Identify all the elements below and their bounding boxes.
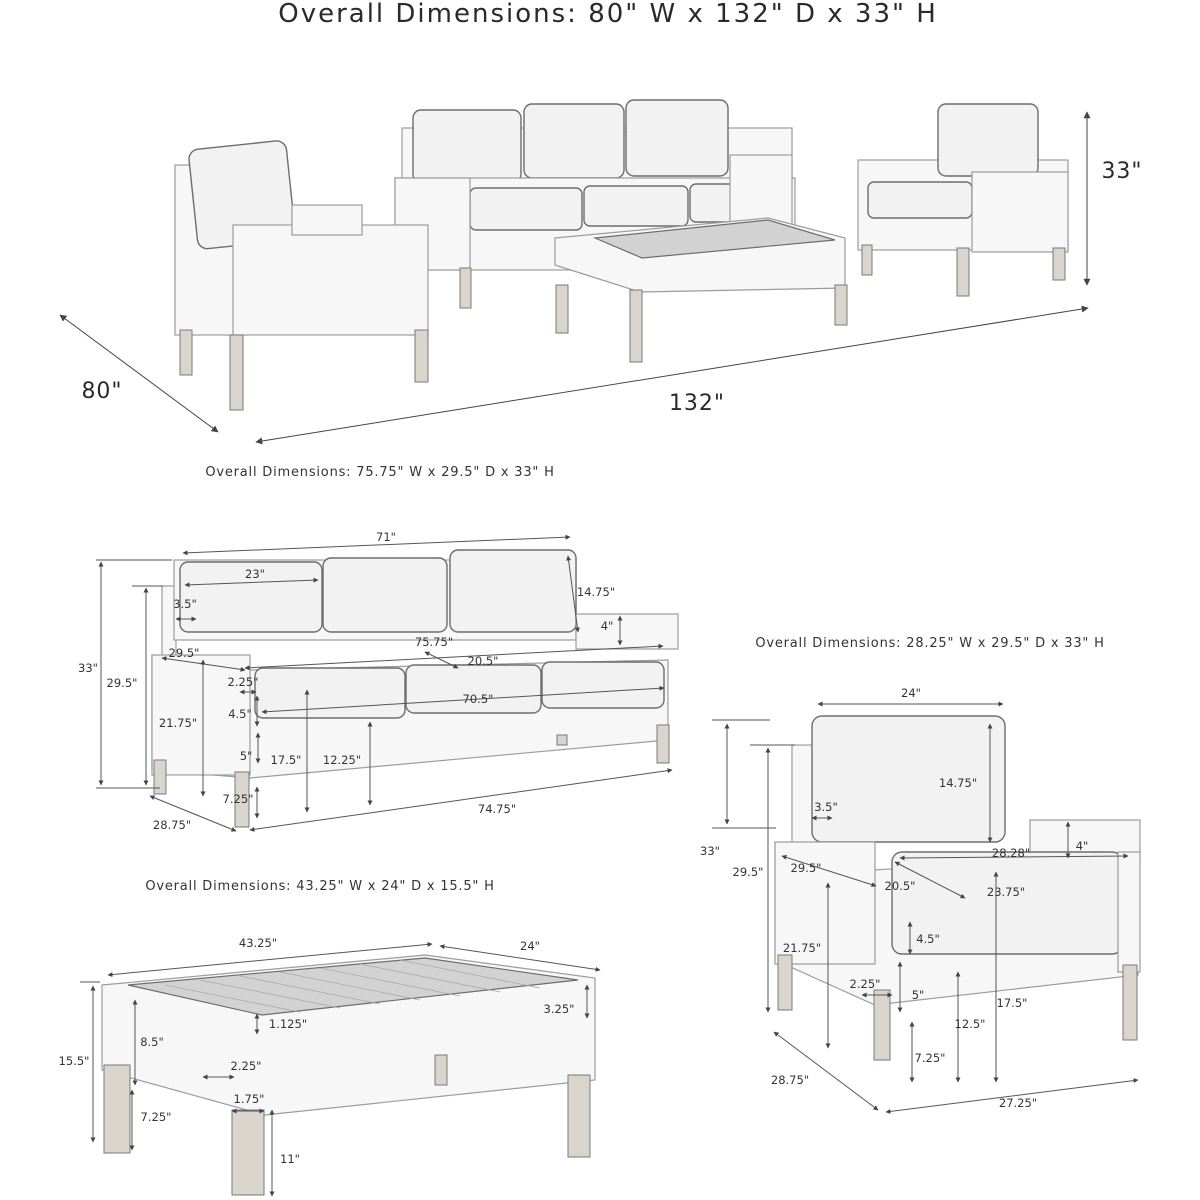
table-1-75-label: 1.75" <box>233 1092 265 1106</box>
sofa-4-5-label: 4.5" <box>228 707 252 721</box>
chair-leg <box>1123 965 1137 1040</box>
sofa-12-25-label: 12.25" <box>322 753 362 767</box>
sofa-seat-cushion <box>255 668 405 718</box>
chair-24-label: 24" <box>901 686 921 700</box>
chair-17-5-label: 17.5" <box>996 996 1028 1010</box>
set-table-leg <box>630 290 642 362</box>
set-right-chair-leg <box>862 245 872 275</box>
set-width-label: 80" <box>81 379 123 404</box>
chair-2-25-label: 2.25" <box>849 977 881 991</box>
set-height-label: 33" <box>1101 159 1143 184</box>
sofa-17-5-label: 17.5" <box>270 753 302 767</box>
chair-leg <box>778 955 792 1010</box>
set-right-chair-seat-cushion <box>868 182 972 218</box>
table-24-label: 24" <box>520 939 540 953</box>
set-illustration <box>175 100 1068 410</box>
sofa-back-cushion <box>323 558 447 632</box>
sofa-2-25-label: 2.25" <box>227 675 259 689</box>
set-right-chair-leg <box>1053 248 1065 280</box>
table-3-25-label: 3.25" <box>543 1002 575 1016</box>
chair-4-label: 4" <box>1075 839 1089 853</box>
chair-28-75-arrow <box>774 1032 878 1110</box>
set-sofa-back-cushion <box>626 100 728 176</box>
sofa-74-75-label: 74.75" <box>477 802 517 816</box>
set-table-leg <box>556 285 568 333</box>
set-right-chair-back-cushion <box>938 104 1038 176</box>
table-1-125-label: 1.125" <box>268 1017 308 1031</box>
sofa-leg <box>557 735 567 745</box>
sofa-14-75-label: 14.75" <box>576 585 616 599</box>
set-left-chair-arm <box>292 205 362 235</box>
chair-5-label: 5" <box>911 988 925 1002</box>
set-sofa-leg <box>460 268 471 308</box>
sofa-4-label: 4" <box>600 619 614 633</box>
chair-33-label: 33" <box>700 844 720 858</box>
chair-20-5-label: 20.5" <box>884 879 916 893</box>
set-right-chair-leg <box>957 248 969 296</box>
table-7-25-label: 7.25" <box>140 1110 172 1124</box>
sofa-74-75-arrow <box>250 770 672 830</box>
table-leg <box>435 1055 447 1085</box>
chair-3-5-label: 3.5" <box>814 800 838 814</box>
table-illustration <box>102 955 595 1195</box>
chair-7-25-label: 7.25" <box>914 1051 946 1065</box>
sofa-5-label: 5" <box>239 749 253 763</box>
chair-28-28-label: 28.28" <box>991 846 1031 860</box>
chair-29-5-depth-label: 29.5" <box>790 861 822 875</box>
sofa-70-5-label: 70.5" <box>462 692 494 706</box>
set-left-chair-leg <box>230 335 243 410</box>
sofa-7-25-label: 7.25" <box>222 792 254 806</box>
table-leg <box>104 1065 130 1153</box>
chair-title: Overall Dimensions: 28.25" W x 29.5" D x 33" H <box>755 636 1105 651</box>
sofa-29-5-label: 29.5" <box>106 676 138 690</box>
set-sofa-back-cushion <box>413 110 521 182</box>
chair-4-5-label: 4.5" <box>916 932 940 946</box>
chair-leg <box>874 990 890 1060</box>
table-leg <box>232 1110 264 1195</box>
chair-28-75-label: 28.75" <box>770 1073 810 1087</box>
sofa-back-cushion <box>450 550 576 632</box>
table-8-5-label: 8.5" <box>140 1035 164 1049</box>
sofa-23-label: 23" <box>245 567 265 581</box>
chair-12-5-label: 12.5" <box>954 1017 986 1031</box>
set-depth-label: 132" <box>668 391 726 416</box>
set-sofa-seat-cushion <box>470 188 582 230</box>
sofa-29-5-depth-label: 29.5" <box>168 646 200 660</box>
set-left-chair-leg <box>180 330 192 375</box>
table-title: Overall Dimensions: 43.25" W x 24" D x 15.5" H <box>145 879 495 894</box>
set-left-chair-leg <box>415 330 428 382</box>
sofa-20-5-label: 20.5" <box>467 654 499 668</box>
table-2-25-label: 2.25" <box>230 1059 262 1073</box>
sofa-71-label: 71" <box>376 530 396 544</box>
overall-set-title: Overall Dimensions: 80" W x 132" D x 33" H <box>278 0 938 29</box>
sofa-leg <box>657 725 669 763</box>
set-sofa-back-cushion <box>524 104 624 178</box>
sofa-seat-cushion <box>542 662 664 708</box>
chair-23-75-label: 23.75" <box>986 885 1026 899</box>
sofa-3-5-label: 3.5" <box>173 597 197 611</box>
table-leg <box>568 1075 590 1157</box>
chair-27-25-label: 27.25" <box>998 1096 1038 1110</box>
table-15-5-label: 15.5" <box>58 1054 90 1068</box>
sofa-75-75-label: 75.75" <box>414 635 454 649</box>
chair-right-arm <box>1118 852 1140 972</box>
sofa-21-75-label: 21.75" <box>158 716 198 730</box>
set-left-chair-front <box>233 225 428 335</box>
sofa-leg <box>154 760 166 794</box>
chair-29-5-label: 29.5" <box>732 865 764 879</box>
sofa-28-75-label: 28.75" <box>152 818 192 832</box>
chair-14-75-label: 14.75" <box>938 776 978 790</box>
set-sofa-seat-cushion <box>584 186 688 226</box>
table-11-label: 11" <box>280 1152 300 1166</box>
set-right-chair-arm <box>972 172 1068 252</box>
set-table-leg <box>835 285 847 325</box>
sofa-title: Overall Dimensions: 75.75" W x 29.5" D x 33" H <box>205 465 555 480</box>
table-43-25-label: 43.25" <box>238 936 278 950</box>
chair-21-75-label: 21.75" <box>782 941 822 955</box>
sofa-33-label: 33" <box>78 661 98 675</box>
sofa-right-arm <box>576 614 678 649</box>
